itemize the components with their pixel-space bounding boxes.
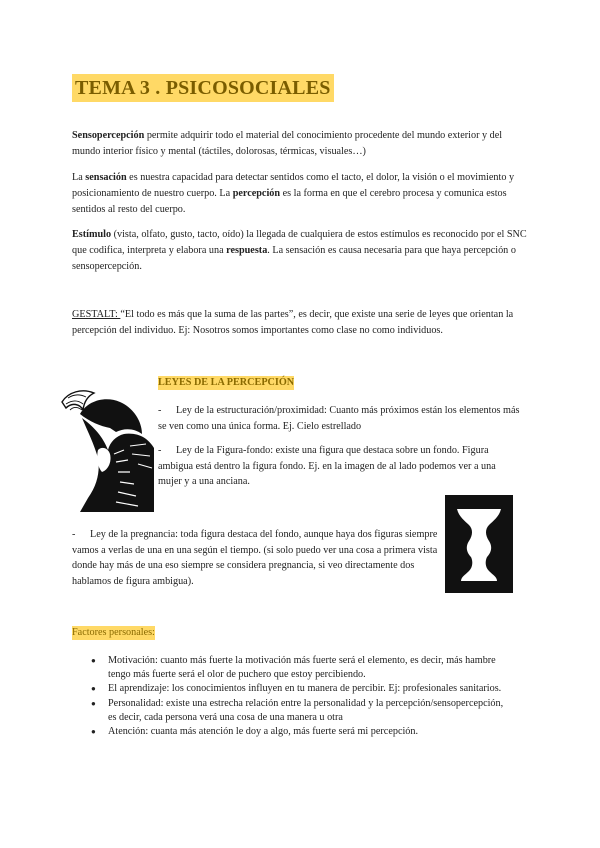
gestalt-label: GESTALT:: [72, 309, 121, 320]
rubin-vase-image: [445, 495, 513, 593]
factors-heading: Factores personales:: [72, 627, 155, 638]
page-title: TEMA 3 . PSICOSOCIALES: [72, 74, 334, 102]
law-pregnancia: - Ley de la pregnancia: toda figura destaca del fondo, aunque haya dos figuras siempre vamos a verlas de una en una según el tiempo. (si solo puedo ver una cosa a primera vista donde hay más de una eso siempre se considera pregnancia, si veo directamente dos hablamos de figura ambigua).: [72, 529, 438, 587]
dash-bullet: -: [158, 405, 162, 416]
paragraph-estimulo: Estímulo (vista, olfato, gusto, tacto, oído) la llegada de cualquiera de estos estímulos es reconocido por el SNC que codifica, interpreta y elabora una respuesta. La sensación es causa necesaria para que haya percepción o sensopercepción.: [72, 229, 527, 272]
law-proximidad: - Ley de la estructuración/proximidad: Cuanto más próximos están los elementos más se ven como una única forma. Ej. Cielo estrellado: [158, 405, 520, 432]
term-sensacion: sensación: [85, 172, 127, 183]
paragraph-sensopercepcion: Sensopercepción permite adquirir todo el material del conocimiento procedente del mundo exterior y del mundo interior físico y mental (táctiles, dolorosas, térmicas, visuales…): [72, 130, 503, 157]
factors-list: [88, 654, 508, 739]
list-item: ● El aprendizaje: los conocimientos influyen en tu manera de percibir. Ej: profesionales sanitarios.: [88, 682, 508, 696]
list-item: ● Motivación: cuanto más fuerte la motivación más fuerte será el elemento, es decir, más hambre tengo más fuerte será el olor de puchero que estoy percibiendo.: [88, 654, 508, 682]
list-item: ● Atención: cuanta más atención le doy a algo, más fuerte será mi percepción.: [88, 725, 508, 739]
list-item: ● Personalidad: existe una estrecha relación entre la personalidad y la percepción/sensopercepción, es decir, cada persona verá una cosa de una manera u otra: [88, 697, 508, 725]
term-respuesta: respuesta: [226, 245, 268, 256]
dash-bullet: -: [72, 529, 76, 540]
term-percepcion: percepción: [232, 188, 281, 199]
paragraph-gestalt: GESTALT: “El todo es más que la suma de las partes”, es decir, que existe una serie de leyes que orientan la percepción del individuo. Ej: Nosotros somos importantes como clase no como individuos.: [72, 309, 514, 336]
term-sensopercepcion: Sensopercepción: [72, 130, 145, 141]
ambiguous-woman-image: [58, 388, 154, 514]
law-figura-fondo: - Ley de la Figura-fondo: existe una figura que destaca sobre un fondo. Figura ambigua está dentro la figura fondo. Ej. en la imagen de al lado podemos ver a una mujer y a una anciana.: [158, 445, 496, 487]
laws-heading: LEYES DE LA PERCEPCIÓN: [158, 377, 295, 388]
dash-bullet: -: [158, 445, 162, 456]
paragraph-sensacion: La sensación es nuestra capacidad para detectar sentidos como el tacto, el dolor, la visión o el movimiento y posicionamiento de nuestro cuerpo. La percepción es la forma en que el cerebro procesa y comunica estos sentidos al resto del cuerpo.: [72, 172, 515, 215]
term-estimulo: Estímulo: [72, 229, 112, 240]
